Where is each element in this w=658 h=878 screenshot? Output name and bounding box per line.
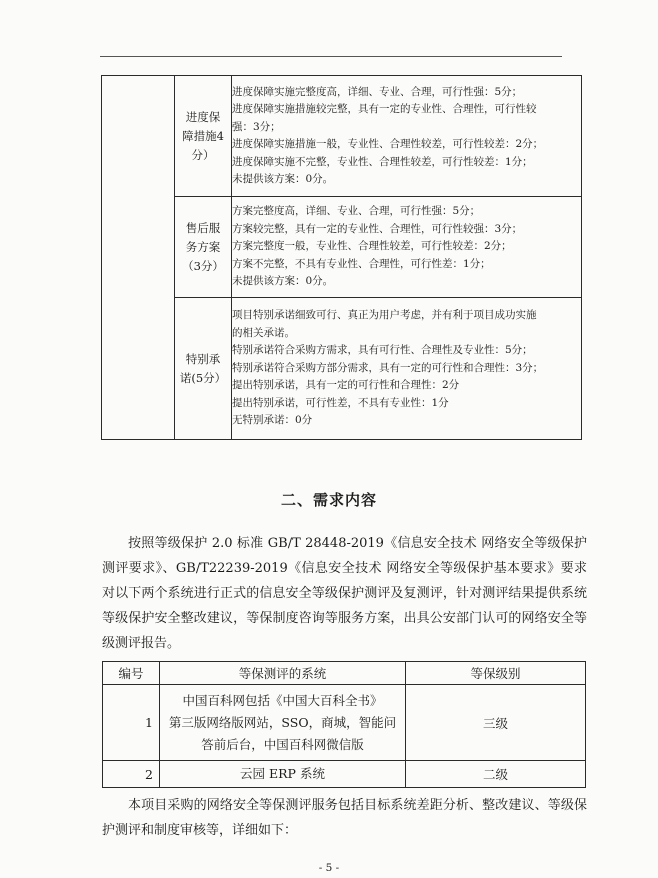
table-row: [102, 76, 582, 197]
category-cell: [175, 197, 232, 298]
criteria-line: 提出特别承诺，可行性差，不具有专业性：1分: [232, 396, 449, 409]
table-header-row: [103, 662, 586, 685]
header-rule: [100, 56, 562, 57]
criteria-line: 方案完整度一般，专业性、合理性较差，可行性较差：2分；: [232, 240, 512, 253]
criteria-line: 无特别承诺：0分: [232, 414, 313, 427]
category-label: 特别承: [185, 351, 221, 366]
category-label: 分）: [191, 147, 215, 162]
category-cell: [175, 76, 232, 197]
system-name-line: 中国百科网包括《中国大百科全书》: [182, 692, 383, 708]
criteria-line: 进度保障实施不完整，专业性、合理性较差，可行性较差：1分；: [232, 155, 533, 168]
systems-table: [102, 661, 586, 788]
closing-paragraph: 本项目采购的网络安全等保测评服务包括目标系统差距分析、整改建议、等级保护测评和制度审核等，详细如下：: [102, 798, 587, 838]
intro-paragraph: 按照等级保护 2.0 标准 GB/T 28448-2019《信息安全技术 网络安全等级保护测评要求》、GB/T22239-2019《信息安全技术 网络安全等级保护基本要求》要求对以下两个系统进行正式的信息安全等级保护测评及复测评，针对测评结果提供系统等级保护安全整改建议，等保制度咨询等服务方案，出具公安部门认可的网络安全等级测评报告。: [102, 536, 587, 651]
section-title: 二、需求内容: [280, 491, 377, 509]
category-cell: [175, 298, 232, 440]
criteria-line: 进度保障实施完整度高，详细、专业、合理，可行性强：5分；: [232, 85, 523, 98]
table-row: [103, 685, 586, 761]
category-label: 诺(5分）: [179, 370, 227, 385]
system-number: 1: [103, 685, 160, 761]
protection-level: 二级: [406, 761, 586, 788]
parent-category-cell: [102, 76, 175, 440]
system-name-line: 答前后台，中国百科网微信版: [201, 736, 364, 752]
column-header-level: 等保级别: [406, 662, 586, 685]
category-label: 进度保: [185, 109, 221, 124]
criteria-cell: [232, 298, 582, 440]
criteria-line: 方案不完整，不具有专业性、合理性，可行性差：1分；: [232, 257, 491, 270]
criteria-line: 方案较完整，具有一定的专业性、合理性，可行性较强：3分；: [232, 222, 523, 235]
page-number: - 5 -: [318, 862, 340, 874]
system-name-cell: [160, 761, 406, 788]
scoring-criteria-table: [101, 75, 582, 440]
criteria-line: 进度保障实施措施一般，专业性、合理性较差，可行性较差：2分；: [232, 138, 544, 150]
system-number: 2: [103, 761, 160, 788]
criteria-cell: [232, 197, 582, 298]
system-name-line: 云园 ERP 系统: [240, 766, 325, 781]
criteria-line: 强：3分；: [232, 120, 281, 133]
criteria-line: 方案完整度高，详细、专业、合理，可行性强：5分；: [232, 205, 481, 218]
criteria-line: 特别承诺符合采购方需求，具有可行性、合理性及专业性：5分；: [232, 344, 533, 357]
category-label: （3分）: [182, 258, 224, 273]
criteria-line: 未提供该方案：0分。: [232, 173, 334, 185]
category-label: 售后服: [185, 220, 221, 235]
criteria-cell: [232, 76, 582, 197]
criteria-line: 未提供该方案：0分。: [232, 275, 334, 288]
criteria-line: 项目特别承诺细致可行、真正为用户考虑，并有利于项目成功实施: [232, 309, 537, 322]
system-name-line: 第三版网络版网站，SSO，商城，智能问: [168, 714, 397, 730]
criteria-line: 特别承诺符合采购方部分需求，具有一定的可行性和合理性：3分；: [232, 361, 544, 374]
category-label: 务方案: [185, 239, 221, 254]
table-row: [103, 761, 586, 788]
protection-level: 三级: [406, 685, 586, 761]
category-label: 障措施4: [182, 128, 224, 143]
column-header-number: 编号: [103, 662, 160, 685]
criteria-line: 提出特别承诺，具有一定的可行性和合理性：2分: [232, 379, 460, 392]
column-header-system: 等保测评的系统: [160, 662, 406, 685]
criteria-line: 的相关承诺。: [232, 326, 295, 339]
system-name-cell: [160, 685, 406, 761]
criteria-line: 进度保障实施措施较完整，具有一定的专业性、合理性，可行性较: [232, 103, 537, 115]
